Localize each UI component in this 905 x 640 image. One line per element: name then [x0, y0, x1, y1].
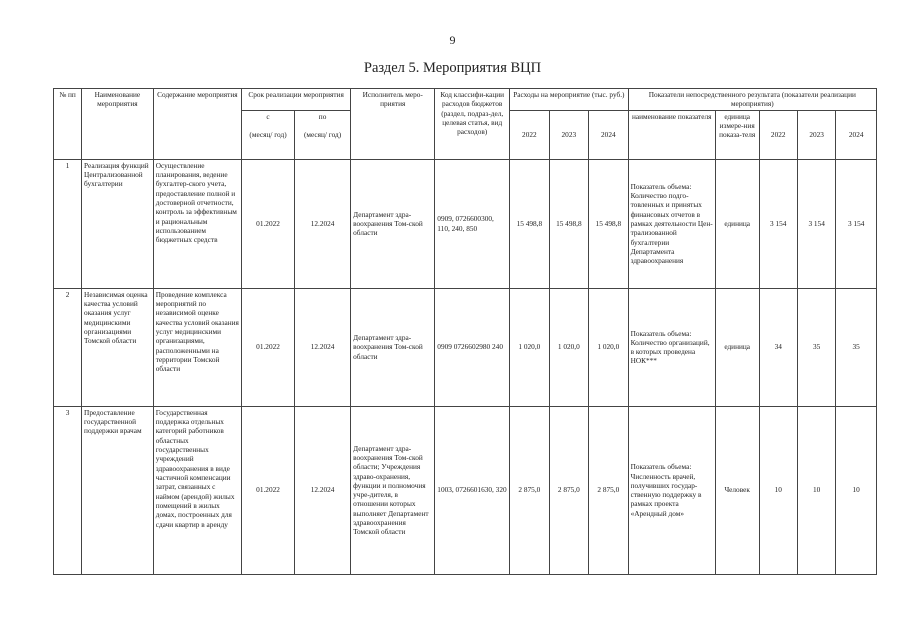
row-val-2022: 34	[759, 288, 797, 406]
header-name: Наименование мероприятия	[82, 89, 154, 160]
row-exp-2023: 15 498,8	[549, 159, 588, 288]
header-to-format: (месяц/ год)	[303, 130, 342, 140]
row-from: 01.2022	[242, 288, 295, 406]
row-num: 3	[54, 406, 82, 574]
row-content: Государственная поддержка отдельных категорий работников областных государственных учреждений здравоохранения в виде частичной компенсации затрат, связанных с наймом (арендой) жилых помещений в жилых домах, построенных для сдачи квартир в аренду	[153, 406, 241, 574]
row-val-2023: 35	[797, 288, 835, 406]
header-from-format: (месяц/ год)	[249, 130, 287, 140]
activities-table	[53, 88, 877, 575]
header-to-label: по	[318, 111, 327, 121]
header-val-2024: 2024	[836, 110, 877, 159]
header-code: Код классифи-кации расходов бюджетов (раздел, подраз-дел, целевая статья, вид расходов)	[435, 89, 510, 160]
row-from: 01.2022	[242, 159, 295, 288]
row-indicator-name: Показатель объема: Численность врачей, получивших государ-ственную поддержку в рамках проекта «Арендный дом»	[628, 406, 715, 574]
page-number: 9	[449, 33, 456, 47]
row-from: 01.2022	[242, 406, 295, 574]
row-code: 1003, 0726601630, 320	[435, 406, 510, 574]
row-val-2024: 10	[836, 406, 877, 574]
header-exp-2022: 2022	[510, 110, 549, 159]
row-exp-2024: 1 020,0	[589, 288, 629, 406]
header-val-2022: 2022	[759, 110, 797, 159]
row-unit: Человек	[715, 406, 759, 574]
header-exp-2023: 2023	[549, 110, 588, 159]
header-val-2023: 2023	[797, 110, 835, 159]
row-content: Осуществление планирования, ведение бухгалтер-ского учета, предоставление полной и достоверной отчетности, контроль за эффективным и рациональным использованием бюджетных средств	[153, 159, 241, 288]
row-exp-2022: 2 875,0	[510, 406, 549, 574]
row-indicator-name: Показатель объема: Количество подго-товленных и принятых финансовых отчетов в рамках деятельности Цен-трализованной бухгалтерии Департамента здравоохранения	[628, 159, 715, 288]
header-from-label: с	[266, 111, 270, 121]
row-exp-2023: 1 020,0	[549, 288, 588, 406]
row-executor: Департамент здра-воохранения Том-ской области	[351, 159, 435, 288]
row-val-2022: 10	[759, 406, 797, 574]
header-from	[242, 110, 295, 159]
row-num: 1	[54, 159, 82, 288]
row-content: Проведение комплекса мероприятий по независимой оценке качества условий оказания услуг медицинскими организациями, расположенными на территории Томской области	[153, 288, 241, 406]
row-val-2023: 3 154	[797, 159, 835, 288]
row-exp-2022: 15 498,8	[510, 159, 549, 288]
row-exp-2022: 1 020,0	[510, 288, 549, 406]
row-unit: единица	[715, 288, 759, 406]
row-name: Реализация функций Централизованной бухгалтерии	[82, 159, 154, 288]
header-indicator-unit: единица измере-ния показа-теля	[715, 110, 759, 159]
table-row	[54, 406, 877, 574]
header-expenses: Расходы на мероприятие (тыс. руб.)	[510, 89, 628, 111]
row-val-2022: 3 154	[759, 159, 797, 288]
header-exp-2024: 2024	[589, 110, 629, 159]
row-exp-2024: 15 498,8	[589, 159, 629, 288]
row-name: Предоставление государственной поддержки врачам	[82, 406, 154, 574]
row-to: 12.2024	[295, 288, 351, 406]
row-num: 2	[54, 288, 82, 406]
row-to: 12.2024	[295, 406, 351, 574]
row-indicator-name: Показатель объема: Количество организаций, в которых проведена НОК***	[628, 288, 715, 406]
section-title: Раздел 5. Мероприятия ВЦП	[363, 60, 542, 76]
row-name: Независимая оценка качества условий оказания услуг медицинскими организациями Томской области	[82, 288, 154, 406]
header-indicator-name: наименование показателя	[628, 110, 715, 159]
header-content: Содержание мероприятия	[153, 89, 241, 160]
row-code: 0909 0726602980 240	[435, 288, 510, 406]
header-to	[295, 110, 351, 159]
row-to: 12.2024	[295, 159, 351, 288]
header-period: Срок реализации мероприятия	[242, 89, 351, 111]
row-val-2024: 3 154	[836, 159, 877, 288]
header-indicators: Показатели непосредственного результата (показатели реализации мероприятия)	[628, 89, 876, 111]
row-executor: Департамент здра-воохранения Том-ской области	[351, 288, 435, 406]
row-val-2023: 10	[797, 406, 835, 574]
header-executor: Исполнитель меро-приятия	[351, 89, 435, 160]
table-row	[54, 288, 877, 406]
row-val-2024: 35	[836, 288, 877, 406]
row-exp-2023: 2 875,0	[549, 406, 588, 574]
row-unit: единица	[715, 159, 759, 288]
header-num: № пп	[54, 89, 82, 160]
header-row-1	[54, 89, 877, 111]
row-code: 0909, 0726600300, 110, 240, 850	[435, 159, 510, 288]
row-executor: Департамент здра-воохранения Том-ской области; Учреждения здраво-охранения, функции и полномочия учре-дителя, в отношении которых выполняет Департамент здравоохранения Томской области	[351, 406, 435, 574]
table-row	[54, 159, 877, 288]
row-exp-2024: 2 875,0	[589, 406, 629, 574]
